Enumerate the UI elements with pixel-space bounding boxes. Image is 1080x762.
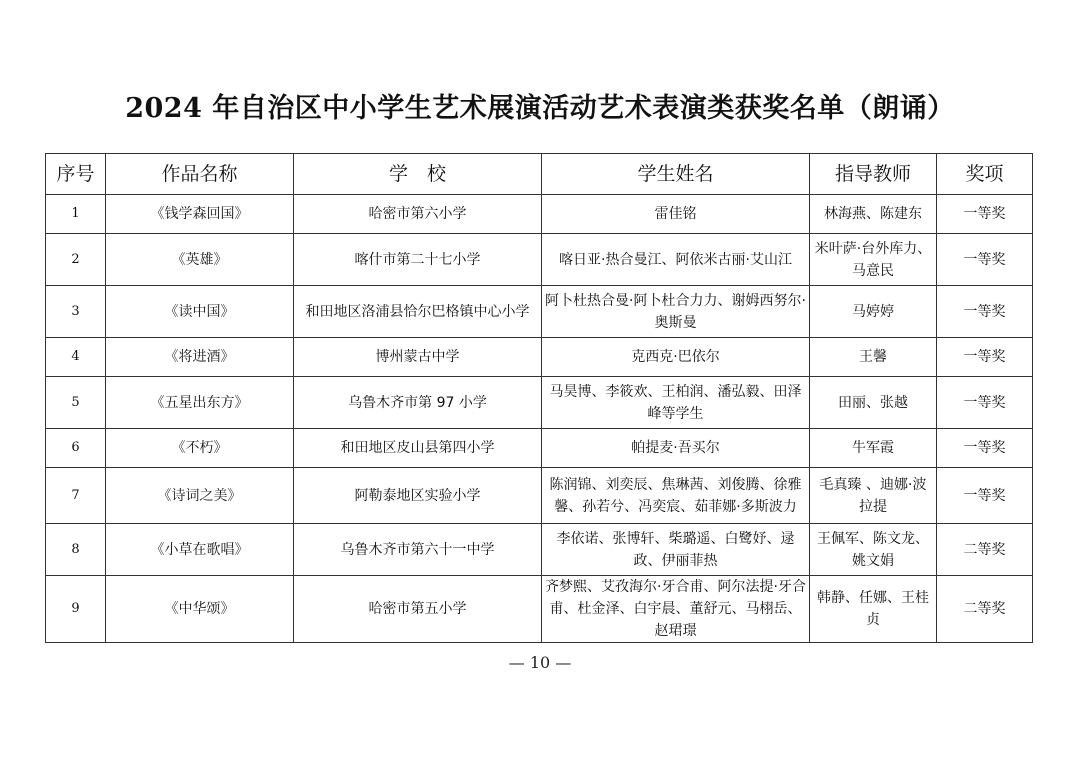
cell-no: 2 [46,234,106,286]
cell-school: 喀什市第二十七小学 [294,234,542,286]
cell-work: 《英雄》 [106,234,294,286]
header-school: 学 校 [294,154,542,195]
table-row [46,429,1033,468]
cell-teachers: 米叶萨·台外库力、马意民 [810,234,937,286]
cell-students: 帕提麦·吾买尔 [542,429,810,468]
table-row [46,576,1033,643]
header-no: 序号 [46,154,106,195]
cell-students: 喀日亚·热合曼江、阿依米古丽·艾山江 [542,234,810,286]
cell-teachers: 马婷婷 [810,286,937,338]
page-number: — 10 — [508,653,572,672]
table-row [46,377,1033,429]
cell-school: 哈密市第六小学 [294,195,542,234]
cell-teachers: 牛军霞 [810,429,937,468]
cell-school: 博州蒙古中学 [294,338,542,377]
cell-students: 李依诺、张博轩、柴璐遥、白鹭妤、逯政、伊丽菲热 [542,524,810,576]
header-teachers: 指导教师 [810,154,937,195]
cell-work: 《读中国》 [106,286,294,338]
header-work: 作品名称 [106,154,294,195]
header-students: 学生姓名 [542,154,810,195]
cell-award: 一等奖 [937,338,1033,377]
cell-award: 二等奖 [937,576,1033,643]
cell-no: 7 [46,468,106,524]
cell-work: 《小草在歌唱》 [106,524,294,576]
cell-students: 阿卜杜热合曼·阿卜杜合力力、谢姆西努尔·奥斯曼 [542,286,810,338]
cell-teachers: 毛真臻 、迪娜·波拉提 [810,468,937,524]
cell-no: 1 [46,195,106,234]
cell-award: 一等奖 [937,468,1033,524]
award-table [45,153,1033,643]
table-row [46,468,1033,524]
table-row [46,286,1033,338]
table-row [46,195,1033,234]
cell-school: 和田地区皮山县第四小学 [294,429,542,468]
cell-work: 《中华颂》 [106,576,294,643]
cell-award: 一等奖 [937,429,1033,468]
cell-award: 一等奖 [937,286,1033,338]
cell-teachers: 林海燕、陈建东 [810,195,937,234]
cell-students: 齐梦熙、艾孜海尔·牙合甫、阿尔法提·牙合甫、杜金泽、白宇晨、董舒元、马栩岳、赵珺璟 [542,576,810,643]
cell-work: 《五星出东方》 [106,377,294,429]
cell-no: 9 [46,576,106,643]
cell-teachers: 王馨 [810,338,937,377]
cell-award: 二等奖 [937,524,1033,576]
cell-award: 一等奖 [937,234,1033,286]
cell-students: 陈润锦、刘奕辰、焦琳茜、刘俊腾、徐雅馨、孙若兮、冯奕宸、茹菲娜·多斯波力 [542,468,810,524]
cell-no: 8 [46,524,106,576]
cell-school: 和田地区洛浦县恰尔巴格镇中心小学 [294,286,542,338]
table-header-row [46,154,1033,195]
cell-teachers: 田丽、张越 [810,377,937,429]
cell-students: 克西克·巴依尔 [542,338,810,377]
cell-no: 3 [46,286,106,338]
cell-students: 马昊博、李筱欢、王柏润、潘弘毅、田泽峰等学生 [542,377,810,429]
cell-work: 《诗词之美》 [106,468,294,524]
cell-teachers: 王佩军、陈文龙、姚文娟 [810,524,937,576]
cell-school: 乌鲁木齐市第 97 小学 [294,377,542,429]
cell-award: 一等奖 [937,195,1033,234]
cell-school: 阿勒泰地区实验小学 [294,468,542,524]
cell-teachers: 韩静、任娜、王桂贞 [810,576,937,643]
cell-school: 乌鲁木齐市第六十一中学 [294,524,542,576]
cell-students: 雷佳铭 [542,195,810,234]
table-row [46,524,1033,576]
cell-no: 6 [46,429,106,468]
document-title: 2024 年自治区中小学生艺术展演活动艺术表演类获奖名单（朗诵） [125,93,955,124]
cell-no: 5 [46,377,106,429]
table-row [46,234,1033,286]
cell-work: 《不朽》 [106,429,294,468]
header-award: 奖项 [937,154,1033,195]
cell-no: 4 [46,338,106,377]
table-row [46,338,1033,377]
cell-work: 《钱学森回国》 [106,195,294,234]
cell-school: 哈密市第五小学 [294,576,542,643]
cell-work: 《将进酒》 [106,338,294,377]
cell-award: 一等奖 [937,377,1033,429]
